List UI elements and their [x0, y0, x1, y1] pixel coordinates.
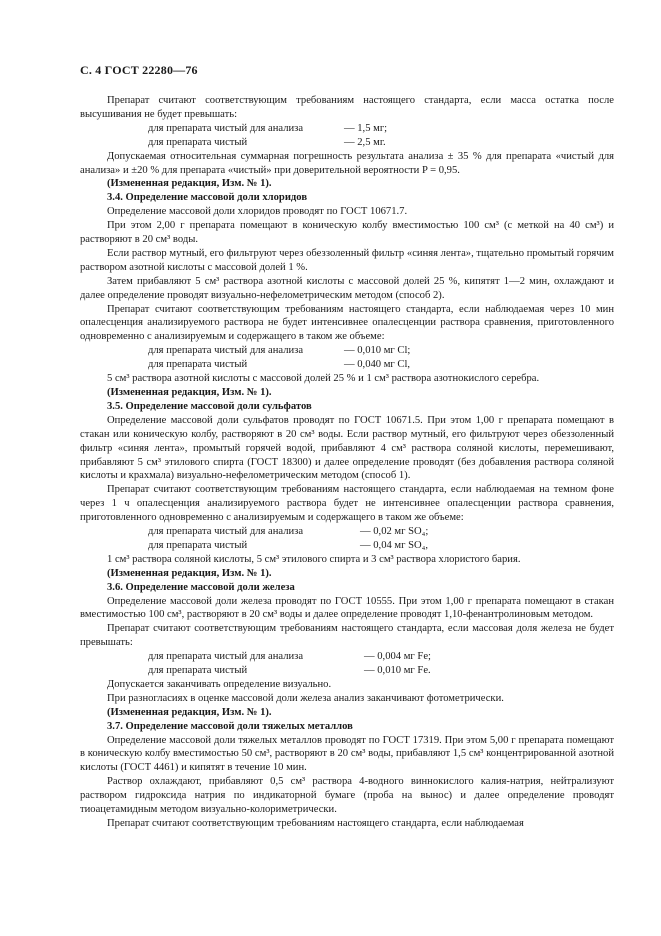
paragraph: Препарат считают соответствующим требованиям настоящего стандарта, если масса остатка после высушивания не будет превышать:	[80, 95, 614, 120]
limit-value: — 0,010 мг Cl;	[344, 345, 411, 357]
page-header: С. 4 ГОСТ 22280—76	[80, 63, 198, 77]
paragraph: Допускаемая относительная суммарная погрешность результата анализа ± 35 % для препарата «чистый для анализа» и ±20 % для препарата «чистый» при доверительной вероятности P = 0,95.	[80, 150, 614, 176]
paragraph: Раствор охлаждают, прибавляют 0,5 см³ раствора 4-водного виннокислого калия-натрия, нейтрализуют раствором гидроксида натрия по индикаторной бумаге (проба на вынос) и далее определение проводят тиоацетамидным методом визуально-колориметрически.	[80, 776, 614, 816]
limit-grade: для препарата чистый для анализа	[148, 122, 304, 134]
bold-line: 3.7. Определение массовой доли тяжелых металлов	[107, 720, 353, 732]
limit-row	[80, 525, 614, 539]
limit-row	[80, 344, 614, 358]
paragraph: 5 см³ раствора азотной кислоты с массовой долей 25 % и 1 см³ раствора азотнокислого серебра.	[107, 373, 540, 385]
paragraph: Определение массовой доли сульфатов проводят по ГОСТ 10671.5. При этом 1,00 г препарата помещают в стакан или коническую колбу, растворяют в 20 см³ воды. Если раствор мутный, его фильтруют через обеззоленный фильтр «синяя лента», промытый горячей водой, прибавляют 4 см³ раствора соляной кислоты, перемешивают, прибавляют 5 см³ этилового спирта (ГОСТ 18300) и далее определение проводят (без добавления раствора соляной кислоты и крахмала) визуально-нефелометрическим методом (способ 1).	[80, 414, 614, 482]
limit-value: — 0,040 мг Cl,	[344, 359, 411, 371]
bold-line: 3.5. Определение массовой доли сульфатов	[107, 400, 312, 412]
paragraph: Определение массовой доли железа проводят по ГОСТ 10555. При этом 1,00 г препарата помещают в стакан вместимостью 100 см³, растворяют в 20 см³ воды и далее определение проводят 1,10-фенантролиновым методом.	[80, 595, 614, 621]
paragraph: Допускается заканчивать определение визуально.	[107, 678, 332, 690]
limit-value: — 0,010 мг Fe.	[364, 665, 431, 677]
limit-grade: для препарата чистый	[148, 359, 248, 371]
bold-line: 3.6. Определение массовой доли железа	[107, 581, 295, 593]
paragraph: Затем прибавляют 5 см³ раствора азотной кислоты с массовой долей 25 %, кипятят 1—2 мин, охлаждают и далее определение проводят визуально-нефелометрическим методом (способ 2).	[80, 275, 614, 301]
limit-grade: для препарата чистый	[148, 136, 248, 148]
paragraph: 1 см³ раствора соляной кислоты, 5 см³ этилового спирта и 3 см³ раствора хлористого бария.	[107, 553, 521, 565]
bold-line: (Измененная редакция, Изм. № 1).	[107, 386, 272, 398]
limit-grade: для препарата чистый для анализа	[148, 651, 304, 663]
limit-row	[80, 122, 614, 136]
paragraph: Препарат считают соответствующим требованиям настоящего стандарта, если массовая доля железа не будет превышать:	[80, 623, 614, 649]
limit-row	[80, 136, 614, 150]
paragraph: При разногласиях в оценке массовой доли железа анализ заканчивают фотометрически.	[107, 692, 504, 704]
paragraph: Если раствор мутный, его фильтруют через обеззоленный фильтр «синяя лента», тщательно промытый горячим раствором азотной кислоты с массовой долей 1 %.	[80, 247, 614, 273]
limit-grade: для препарата чистый	[148, 665, 248, 677]
limit-row	[80, 650, 614, 664]
limit-row	[80, 358, 614, 372]
limit-row	[80, 664, 614, 678]
limit-value: — 2,5 мг.	[344, 136, 386, 148]
bold-line: (Измененная редакция, Изм. № 1).	[107, 706, 272, 718]
bold-line: 3.4. Определение массовой доли хлоридов	[107, 192, 308, 204]
document-body	[80, 94, 614, 831]
paragraph: При этом 2,00 г препарата помещают в коническую колбу вместимостью 100 см³ (с меткой на 40 см³) и растворяют в 20 см³ воды.	[80, 220, 614, 246]
paragraph: Препарат считают соответствующим требованиям настоящего стандарта, если наблюдаемая через 10 мин опалесценция анализируемого раствора не будет интенсивнее опалесценции раствора сравнения, приготовленного одновременно с анализируемым и содержащего в таком же объеме:	[80, 303, 614, 343]
limit-value: — 1,5 мг;	[344, 122, 388, 134]
limit-grade: для препарата чистый для анализа	[148, 526, 304, 538]
limit-value: — 0,04 мг SO₄,	[360, 539, 429, 551]
bold-line: (Измененная редакция, Изм. № 1).	[107, 567, 272, 579]
paragraph: Определение массовой доли тяжелых металлов проводят по ГОСТ 17319. При этом 5,00 г препарата помещают в коническую колбу вместимостью 50 см³, растворяют в 20 см³ воды, прибавляют 1,5 см³ концентрированной азотной кислоты (ГОСТ 4461) и кипятят в течение 10 мин.	[80, 734, 614, 774]
limit-value: — 0,02 мг SO₄;	[360, 526, 429, 538]
limit-grade: для препарата чистый для анализа	[148, 345, 304, 357]
limit-grade: для препарата чистый	[148, 539, 248, 551]
paragraph: Препарат считают соответствующим требованиям настоящего стандарта, если наблюдаемая	[107, 818, 524, 829]
bold-line: (Измененная редакция, Изм. № 1).	[107, 178, 272, 190]
paragraph: Определение массовой доли хлоридов проводят по ГОСТ 10671.7.	[107, 206, 408, 218]
limit-value: — 0,004 мг Fe;	[364, 651, 431, 663]
limit-row	[80, 539, 614, 553]
paragraph: Препарат считают соответствующим требованиям настоящего стандарта, если наблюдаемая на темном фоне через 1 ч опалесценция анализируемого раствора будет не интенсивнее опалесценции раствора сравнения, приготовленного одновременно с анализируемым и содержащего в таком же объеме:	[80, 484, 614, 524]
